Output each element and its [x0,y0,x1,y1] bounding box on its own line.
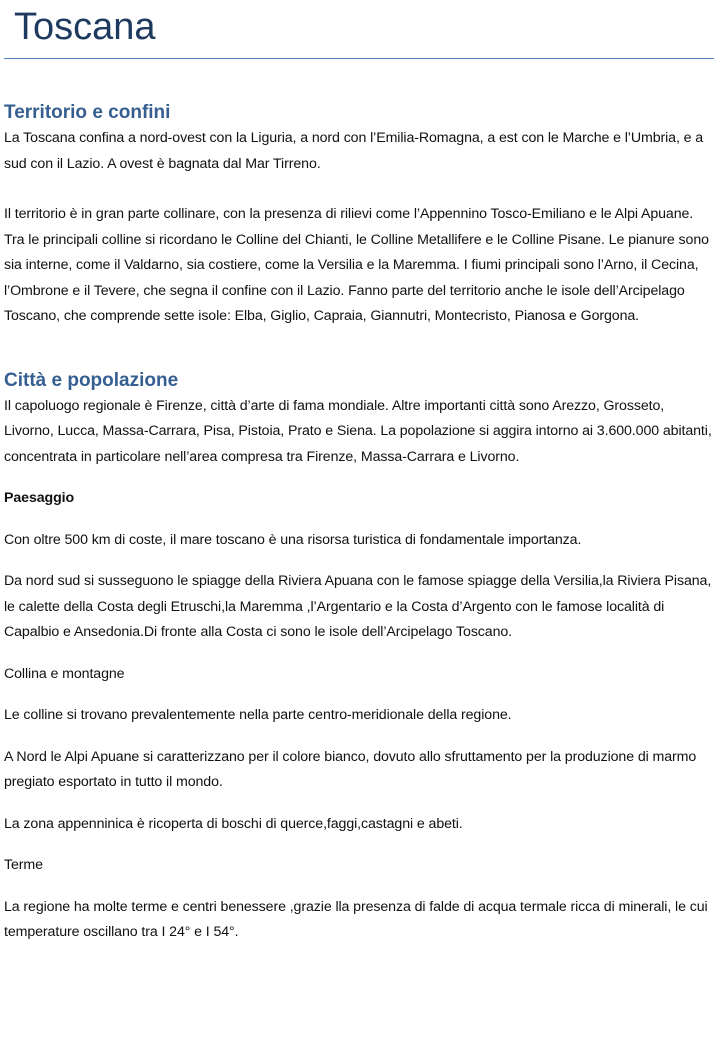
paragraph-appennino: La zona appenninica è ricoperta di boschi di querce,faggi,castagni e abeti. [4,815,463,832]
label-collina-montagne: Collina e montagne [4,665,125,682]
paragraph-territorio: Il territorio è in gran parte collinare, con la presenza di rilievi come l’Appennino Tosco-Emiliano e le Alpi Apuane. Tra le principali colline si ricordano le Colline del Chianti, le Colline Metallifere e le Colline Pisane. Le pianure sono sia interne, come il Valdarno, sia costiere, come la Versilia e la Maremma. I fiumi principali sono l’Arno, il Cecina, l’Ombrone e il Tevere, che segna il confine con il Lazio. Fanno parte del territorio anche le isole dell’Arcipelago Toscano, che comprende sette isole: Elba, Giglio, Capraia, Giannutri, Montecristo, Pianosa e Gorgona. [4,206,709,324]
paragraph-colline: Le colline si trovano prevalentemente nella parte centro-meridionale della regione. [4,707,512,723]
section-territorio [4,101,714,330]
title-divider [4,58,714,59]
paragraph-confini: La Toscana confina a nord-ovest con la Liguria, a nord con l’Emilia-Romagna, a est con le Marche e l’Umbria, e a sud con il Lazio. A ovest è bagnata dal Mar Tirreno. [4,130,704,172]
label-paesaggio: Paesaggio [4,490,75,506]
paragraph-terme: La regione ha molte terme e centri benessere ,grazie lla presenza di falde di acqua termale ricca di minerali, le cui temperature oscillano tra I 24° e I 54°. [4,898,708,940]
paragraph-coste: Con oltre 500 km di coste, il mare toscano è una risorsa turistica di fondamentale importanza. [4,531,582,548]
paragraph-popolazione: Il capoluogo regionale è Firenze, città d’arte di fama mondiale. Altre importanti città sono Arezzo, Grosseto, Livorno, Lucca, Massa-Carrara, Pisa, Pistoia, Prato e Siena. La popolazione si aggira intorno ai 3.600.000 abitanti, concentrata in particolare nell’area compresa tra Firenze, Massa-Carrara e Livorno. [4,397,712,465]
label-terme: Terme [4,857,43,873]
paragraph-spiagge: Da nord sud si susseguono le spiagge della Riviera Apuana con le famose spiagge della Versilia,la Riviera Pisana, le calette della Costa degli Etruschi,la Maremma ,l’Argentario e la Costa d’Argento con le famose località di Capalbio e Ansedonia.Di fronte alla Costa ci sono le isole dell’Arcipelago Toscano. [4,573,712,640]
section-heading-citta: Città e popolazione [4,369,179,391]
document-title: Toscana [14,6,156,48]
section-heading-territorio: Territorio e confini [4,102,171,123]
paragraph-alpi-apuane: A Nord le Alpi Apuane si caratterizzano per il colore bianco, dovuto allo sfruttamento per la produzione di marmo pregiato esportato in tutto il mondo. [4,748,697,790]
section-citta [4,369,714,946]
